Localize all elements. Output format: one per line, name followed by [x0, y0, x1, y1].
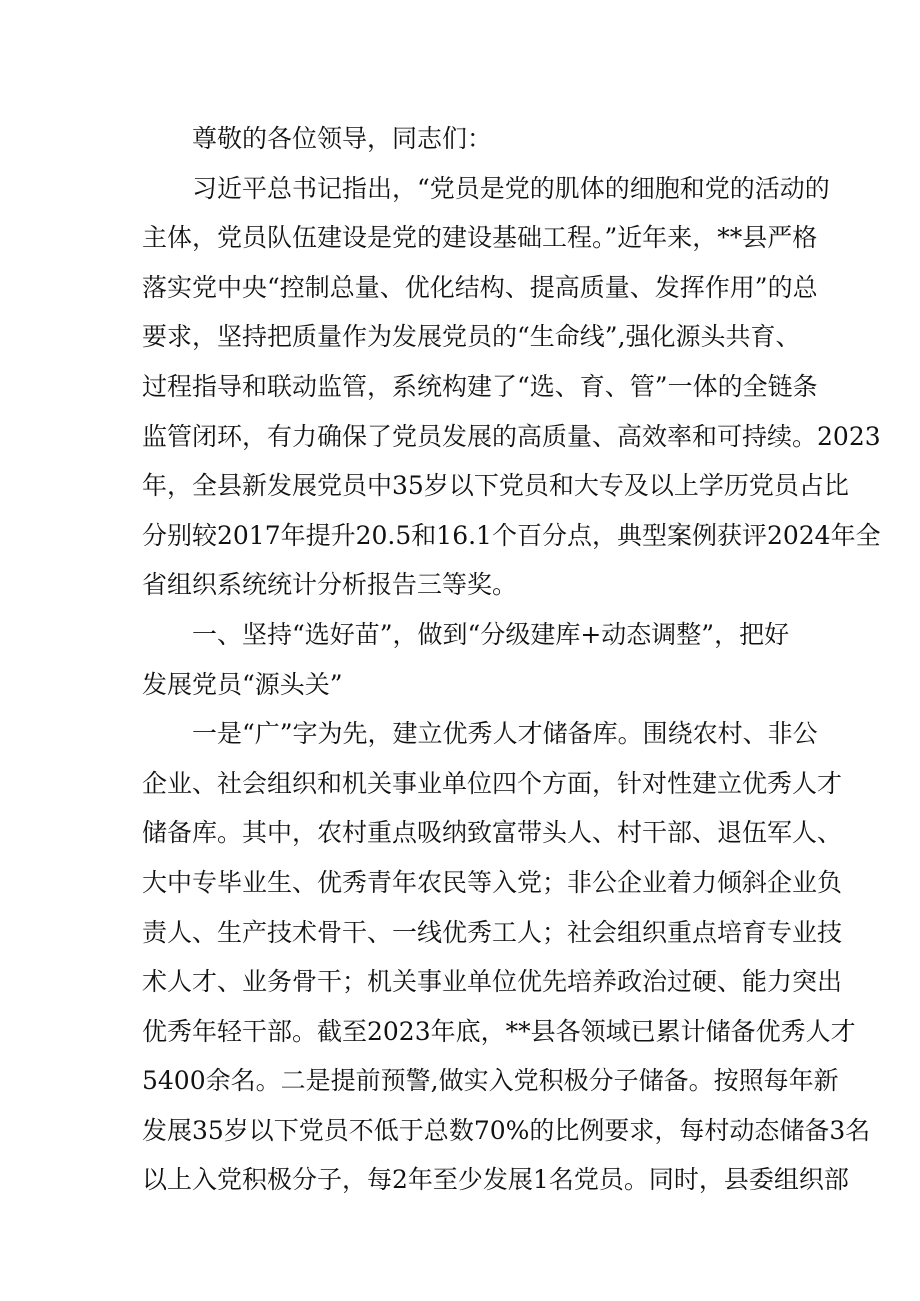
paragraph-line: 一是“广”字为先，建立优秀人才储备库。围绕农村、非公 — [192, 719, 818, 749]
section-heading: 一、坚持“选好苗”，做到“分级建库+动态调整”，把好 — [192, 619, 790, 649]
paragraph-line: 年，全县新发展党员中35岁以下党员和大专及以上学历党员占比 — [142, 471, 849, 501]
paragraph-line: 以上入党积极分子，每2年至少发展1名党员。同时，县委组织部 — [142, 1165, 849, 1195]
speech-body — [142, 114, 881, 1205]
paragraph-line: 习近平总书记指出，“党员是党的肌体的细胞和党的活动的 — [192, 173, 830, 203]
paragraph-line: 监管闭环，有力确保了党员发展的高质量、高效率和可持续。2023 — [142, 421, 881, 451]
paragraph-line: 发展35岁以下党员不低于总数70%的比例要求，每村动态储备3名 — [142, 1115, 871, 1145]
section-heading: 发展党员“源头关” — [142, 669, 343, 699]
paragraph-line: 要求，坚持把质量作为发展党员的“生命线”,强化源头共育、 — [142, 322, 801, 352]
paragraph-line: 过程指导和联动监管，系统构建了“选、育、管”一体的全链条 — [142, 371, 818, 401]
paragraph-line: 术人才、业务骨干；机关事业单位优先培养政治过硬、能力突出 — [142, 967, 843, 997]
paragraph-line: 分别较2017年提升20.5和16.1个百分点，典型案例获评2024年全 — [142, 520, 881, 550]
paragraph-line: 大中专毕业生、优秀青年农民等入党；非公企业着力倾斜企业负 — [142, 867, 843, 897]
paragraph-line: 省组织系统统计分析报告三等奖。 — [142, 570, 518, 600]
paragraph-line: 企业、社会组织和机关事业单位四个方面，针对性建立优秀人才 — [142, 768, 843, 798]
paragraph-line: 优秀年轻干部。截至2023年底，**县各领域已累计储备优秀人才 — [142, 1016, 856, 1046]
paragraph-line: 责人、生产技术骨干、一线优秀工人；社会组织重点培育专业技 — [142, 917, 843, 947]
paragraph-line: 落实党中央“控制总量、优化结构、提高质量、发挥作用”的总 — [142, 272, 818, 302]
paragraph-line: 主体，党员队伍建设是党的建设基础工程。”近年来，**县严格 — [142, 223, 818, 253]
paragraph-line: 储备库。其中，农村重点吸纳致富带头人、村干部、退伍军人、 — [142, 818, 843, 848]
salutation: 尊敬的各位领导，同志们： — [192, 124, 493, 153]
paragraph-line: 5400余名。二是提前预警,做实入党积极分子储备。按照每年新 — [142, 1066, 839, 1096]
